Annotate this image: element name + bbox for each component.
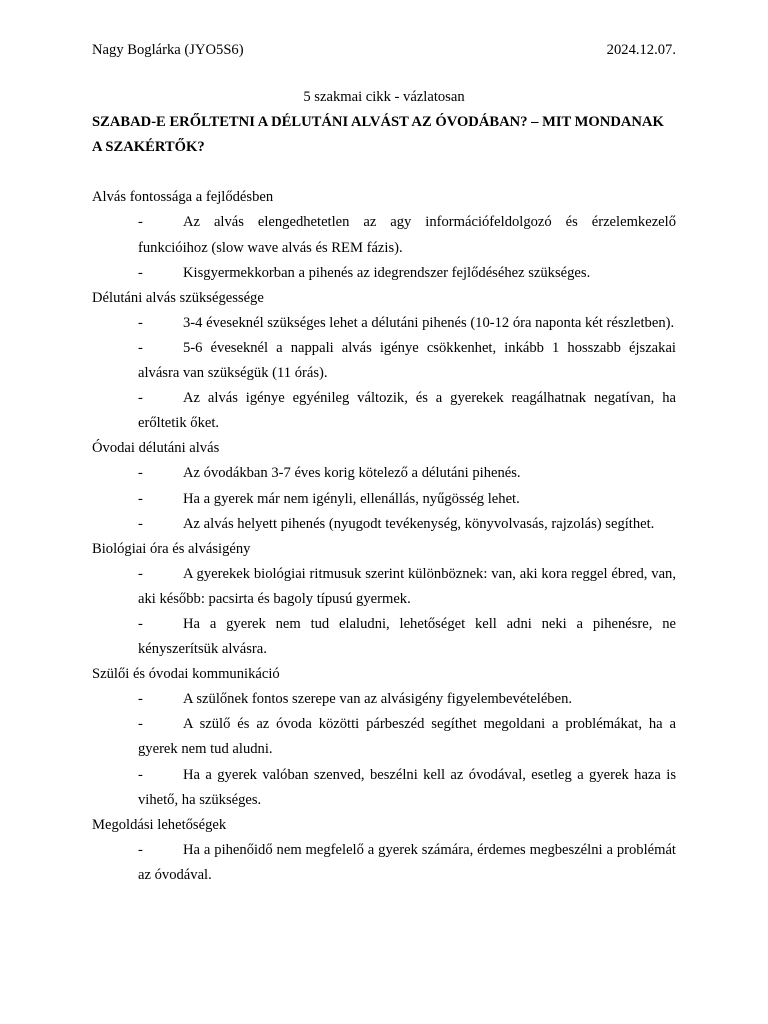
bullet-dash: -: [138, 314, 143, 331]
section-heading: Biológiai óra és alvásigény: [92, 540, 251, 557]
bullet-text: Az alvás igénye egyénileg változik, és a gyerekek reagálhatnak negatívan, ha erőltetik őket.: [138, 390, 676, 432]
bullet-dash: -: [138, 716, 143, 733]
bullet-dash: -: [138, 841, 143, 858]
bullet-item: [138, 487, 676, 512]
bullet-item: [138, 763, 676, 813]
bullet-dash: -: [138, 766, 143, 783]
author-name: Nagy Boglárka (JYO5S6): [92, 42, 244, 58]
document-body: [92, 185, 676, 888]
section-heading: Szülői és óvodai kommunikáció: [92, 666, 280, 683]
bullet-dash: -: [138, 390, 143, 407]
bullet-text: Az alvás helyett pihenés (nyugodt tevékenység, könyvolvasás, rajzolás) segíthet.: [183, 515, 655, 532]
bullet-text: 3-4 éveseknél szükséges lehet a délutáni pihenés (10-12 óra naponta két részletben).: [183, 314, 675, 331]
bullet-item: [138, 311, 676, 336]
bullet-text: 5-6 éveseknél a nappali alvás igénye csökkenhet, inkább 1 hosszabb éjszakai alvásra van szükségük (11 órás).: [138, 339, 676, 382]
bullet-item: [138, 687, 676, 712]
section: [92, 662, 676, 813]
bullet-item: [138, 512, 676, 537]
section: [92, 286, 676, 437]
section: [92, 185, 676, 285]
section-heading: Alvás fontossága a fejlődésben: [92, 189, 274, 206]
bullet-dash: -: [138, 615, 143, 632]
section: [92, 813, 676, 888]
bullet-item: [138, 562, 676, 612]
document-date: 2024.12.07.: [606, 42, 676, 58]
bullet-text: Ha a pihenőidő nem megfelelő a gyerek számára, érdemes megbeszélni a problémát az óvodával.: [138, 841, 676, 883]
section: [92, 537, 676, 662]
section-heading: Óvodai délutáni alvás: [92, 440, 220, 457]
bullet-dash: -: [138, 515, 143, 532]
section-heading: Délutáni alvás szükségessége: [92, 289, 264, 306]
bullet-text: Kisgyermekkorban a pihenés az idegrendszer fejlődéséhez szükséges.: [183, 264, 591, 281]
bullet-item: [138, 386, 676, 436]
bullet-item: [138, 838, 676, 888]
bullet-item: [138, 336, 676, 386]
bullet-text: Az alvás elengedhetetlen az agy információfeldolgozó és érzelemkezelő funkcióihoz (slow wave alvás és REM fázis).: [138, 214, 676, 256]
bullet-text: A szülő és az óvoda közötti párbeszéd segíthet megoldani a problémákat, ha a gyerek nem tud aludni.: [138, 716, 676, 758]
document-header: [92, 38, 676, 63]
bullet-item: [138, 612, 676, 662]
bullet-dash: -: [138, 565, 143, 582]
bullet-dash: -: [138, 264, 143, 281]
bullet-item: [138, 712, 676, 762]
bullet-dash: -: [138, 490, 143, 507]
bullet-item: [138, 210, 676, 260]
section: [92, 436, 676, 536]
bullet-dash: -: [138, 214, 143, 231]
bullet-item: [138, 261, 676, 286]
bullet-text: Az óvodákban 3-7 éves korig kötelező a délutáni pihenés.: [183, 465, 521, 482]
section-heading: Megoldási lehetőségek: [92, 816, 227, 833]
bullet-dash: -: [138, 465, 143, 482]
bullet-dash: -: [138, 691, 143, 708]
bullet-item: [138, 461, 676, 486]
title-spacer: [92, 160, 676, 185]
document-subtitle: 5 szakmai cikk - vázlatosan: [303, 89, 465, 105]
bullet-text: A szülőnek fontos szerepe van az alvásigény figyelembevételében.: [183, 691, 573, 708]
document-title: SZABAD-E ERŐLTETNI A DÉLUTÁNI ALVÁST AZ ÓVODÁBAN? – MIT MONDANAK A SZAKÉRTŐK?: [92, 114, 664, 156]
document-page: [92, 38, 676, 888]
bullet-text: Ha a gyerek valóban szenved, beszélni kell az óvodával, esetleg a gyerek haza is vihető, ha szükséges.: [138, 766, 676, 808]
bullet-text: Ha a gyerek nem tud elaludni, lehetőséget kell adni neki a pihenésre, ne kényszerítsük alvásra.: [138, 615, 676, 658]
bullet-text: Ha a gyerek már nem igényli, ellenállás, nyűgösség lehet.: [183, 490, 520, 507]
bullet-text: A gyerekek biológiai ritmusuk szerint különböznek: van, aki kora reggel ébred, van, aki később: pacsirta és bagoly típusú gyermek.: [138, 565, 676, 607]
bullet-dash: -: [138, 339, 143, 356]
